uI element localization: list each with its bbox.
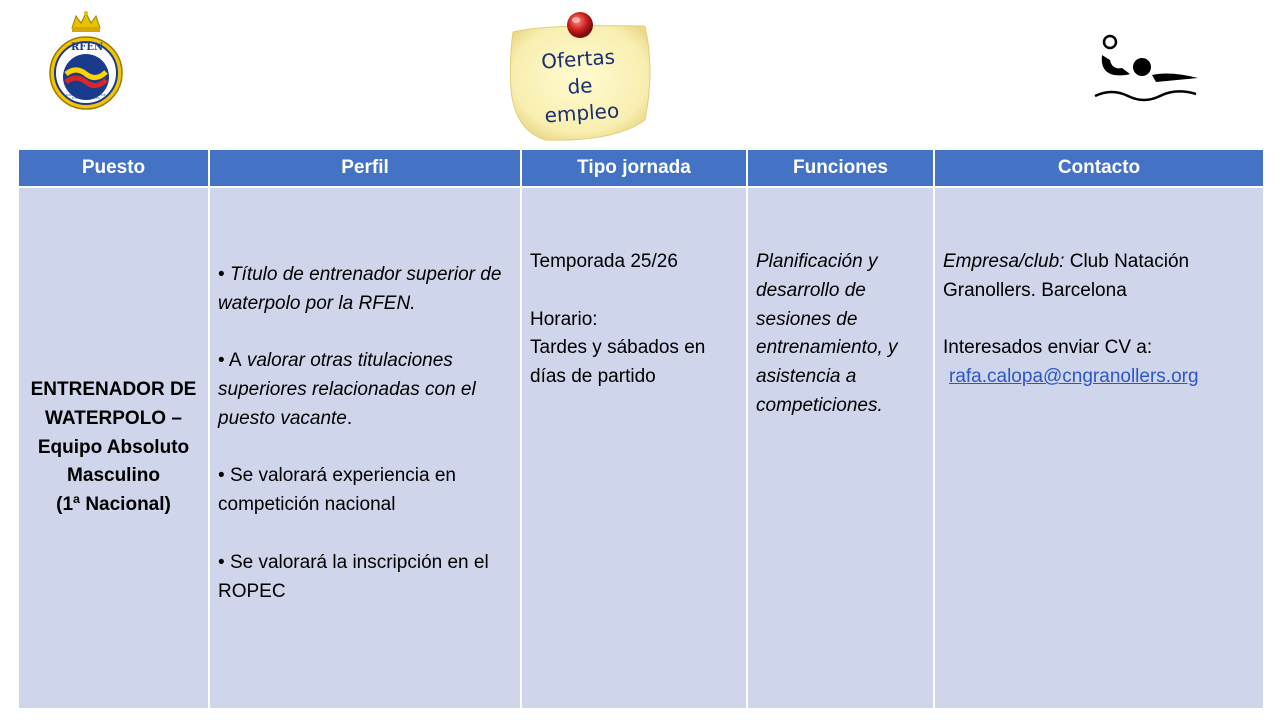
- note-line-2: de: [566, 73, 594, 99]
- puesto-line-5: (1ª Nacional): [56, 494, 171, 516]
- cell-contacto: [934, 187, 1264, 709]
- rfen-logo: [36, 10, 136, 110]
- contact-email-link[interactable]: rafa.calopa@cngranollers.org: [949, 366, 1199, 388]
- cell-tipo-jornada: [521, 187, 747, 709]
- jornada-horario: Tardes y sábados en días de partido: [530, 337, 706, 388]
- perfil-bullet-1: • Título de entrenador superior de waterpolo por la RFEN.: [218, 263, 502, 314]
- header-contacto: Contacto: [934, 150, 1264, 187]
- contacto-empresa: Empresa/club: Club Natación Granollers. Barcelona: [943, 251, 1190, 301]
- cell-puesto: [18, 187, 209, 709]
- header-puesto: Puesto: [18, 150, 209, 187]
- table-header-row: [18, 150, 1264, 187]
- cell-funciones: [747, 187, 934, 709]
- jornada-horario-label: Horario:: [530, 308, 598, 330]
- puesto-line-3: Equipo Absoluto: [37, 436, 190, 458]
- rfen-logo-text: RFEN: [71, 42, 104, 53]
- header-perfil: Perfil: [209, 150, 521, 187]
- contacto-interesados: Interesados enviar CV a:: [943, 337, 1153, 359]
- job-offers-note: [505, 10, 655, 145]
- job-offers-table: [17, 150, 1265, 710]
- header-tipo-jornada: Tipo jornada: [521, 150, 747, 187]
- puesto-line-4: Masculino: [67, 465, 160, 487]
- perfil-bullet-2: • A valorar otras titulaciones superiores relacionadas con el puesto vacante.: [218, 350, 476, 429]
- funciones-text: Planificación y desarrollo de sesiones de entrenamiento, y asistencia a competiciones.: [756, 251, 898, 416]
- water-polo-icon: [1090, 30, 1205, 105]
- jornada-temporada: Temporada 25/26: [530, 251, 678, 272]
- table-row: [18, 187, 1264, 709]
- puesto-line-1: ENTRENADOR DE: [30, 379, 197, 400]
- note-line-1: Ofertas: [540, 44, 616, 74]
- note-title: [502, 41, 657, 132]
- perfil-bullet-3: • Se valorará experiencia en competición nacional: [218, 465, 456, 516]
- puesto-line-2: WATERPOLO –: [45, 407, 182, 429]
- header-funciones: Funciones: [747, 150, 934, 187]
- water-polo-pictogram: [1090, 30, 1205, 105]
- note-line-3: empleo: [543, 98, 620, 128]
- cell-perfil: [209, 187, 521, 709]
- rfen-logo-subtitle: ESCUELA NACIONAL DE ENTRENADORES: [66, 93, 106, 100]
- perfil-bullet-4: • Se valorará la inscripción en el ROPEC: [218, 551, 489, 602]
